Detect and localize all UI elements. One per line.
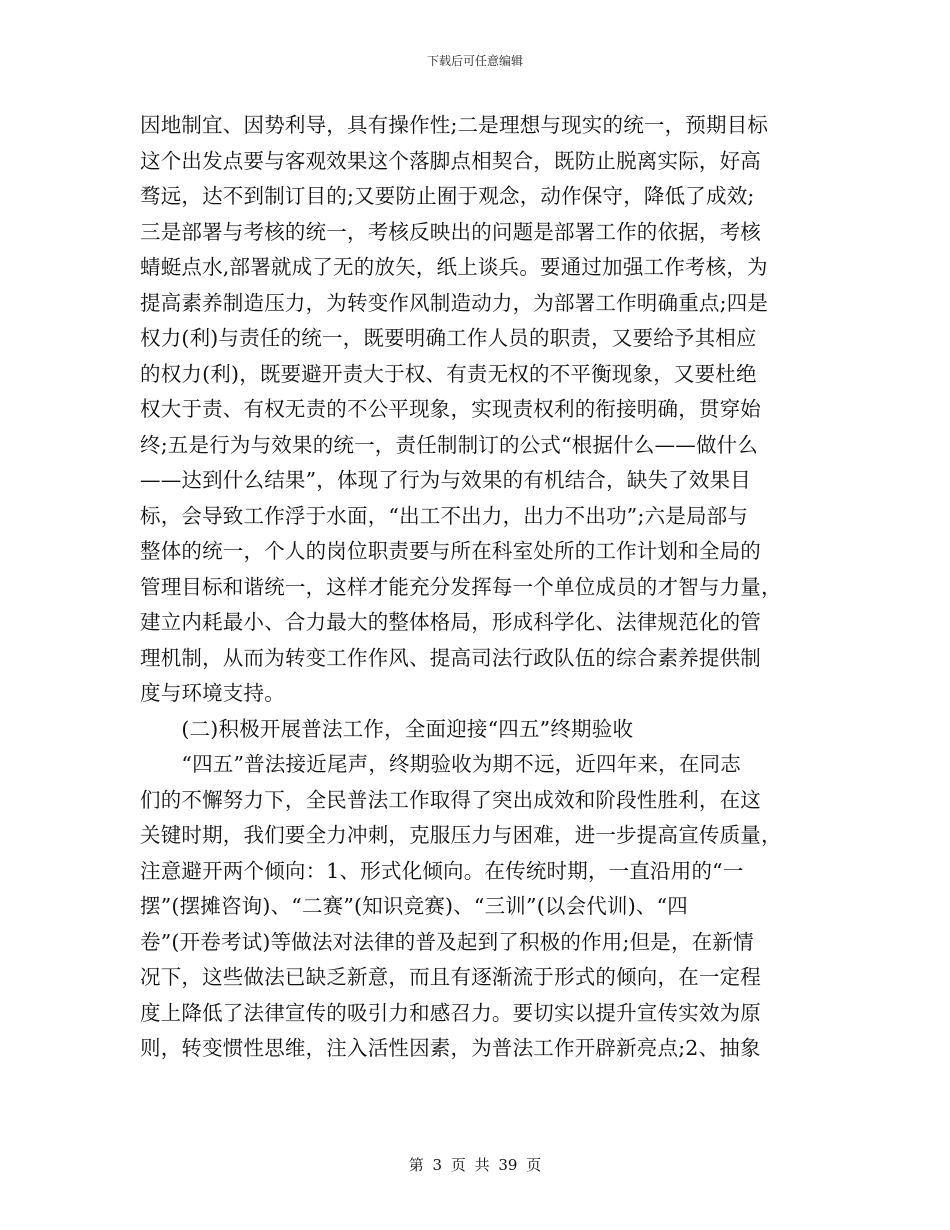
body-line: 三是部署与考核的统一，考核反映出的问题是部署工作的依据，考核 [140,219,761,244]
body-line: 整体的统一，个人的岗位职责要与所在科室处所的工作计划和全局的 [140,539,761,563]
body-line: 摆”(摆摊咨询)、“二赛”(知识竞赛)、“三训”(以会代训)、“四 [140,894,688,918]
body-line: 建立内耗最小、合力最大的整体格局，形成科学化、法律规范化的管 [140,610,761,634]
body-line: 提高素养制造压力，为转变作风制造动力，为部署工作明确重点;四是 [140,290,769,315]
body-line: 权力(利)与责任的统一，既要明确工作人员的职责，又要给予其相应 [140,326,757,350]
body-line: “四五”普法接近尾声，终期验收为期不远，近四年来，在同志 [140,752,741,776]
body-line: 骛远，达不到制订目的;又要防止囿于观念，动作保守，降低了成效; [140,184,755,208]
body-line: 况下，这些做法已缺乏新意，而且有逐渐流于形式的倾向，在一定程 [140,965,761,989]
body-line: 蜻蜓点水,部署就成了无的放矢，纸上谈兵。要通过加强工作考核，为 [140,255,768,279]
body-line: ——达到什么结果”，体现了行为与效果的有机结合，缺失了效果目 [140,468,751,492]
body-line: 因地制宜、因势利导，具有操作性;二是理想与现实的统一，预期目标 [140,113,769,137]
section-heading: (二)积极开展普法工作，全面迎接“四五”终期验收 [140,716,634,741]
body-line: 注意避开两个倾向：1、形式化倾向。在传统时期，一直沿用的“一 [140,858,744,883]
body-line: 终;五是行为与效果的统一，责任制制订的公式“根据什么——做什么 [140,432,759,457]
body-line: 管理目标和谐统一，这样才能充分发挥每一个单位成员的才智与力量， [140,574,782,599]
body-line: 关键时期，我们要全力冲刺，克服压力与困难，进一步提高宣传质量， [140,823,782,847]
page-number-footer: 第 3 页 共 39 页 [408,1156,542,1174]
body-line: 则，转变惯性思维，注入活性因素，为普法工作开辟新亮点;2、抽象 [140,1036,761,1060]
body-line: 的权力(利)，既要避开责大于权、有责无权的不平衡现象，又要杜绝 [140,361,757,386]
body-line: 权大于责、有权无责的不公平现象，实现责权利的衔接明确，贯穿始 [140,397,761,421]
document-body [140,108,808,1067]
body-line: 卷”(开卷考试)等做法对法律的普及起到了积极的作用;但是，在新情 [140,929,754,954]
page-header: 下载后可任意编辑 [426,54,523,68]
body-line: 度上降低了法律宣传的吸引力和感召力。要切实以提升宣传实效为原 [140,1000,761,1025]
body-line: 度与环境支持。 [140,681,285,705]
body-line: 标，会导致工作浮于水面，“出工不出力，出力不出功”;六是局部与 [140,503,749,528]
body-line: 理机制，从而为转变工作作风、提高司法行政队伍的综合素养提供制 [140,645,761,670]
body-line: 这个出发点要与客观效果这个落脚点相契合，既防止脱离实际，好高 [140,148,761,173]
body-line: 们的不懈努力下，全民普法工作取得了突出成效和阶段性胜利，在这 [140,787,761,812]
